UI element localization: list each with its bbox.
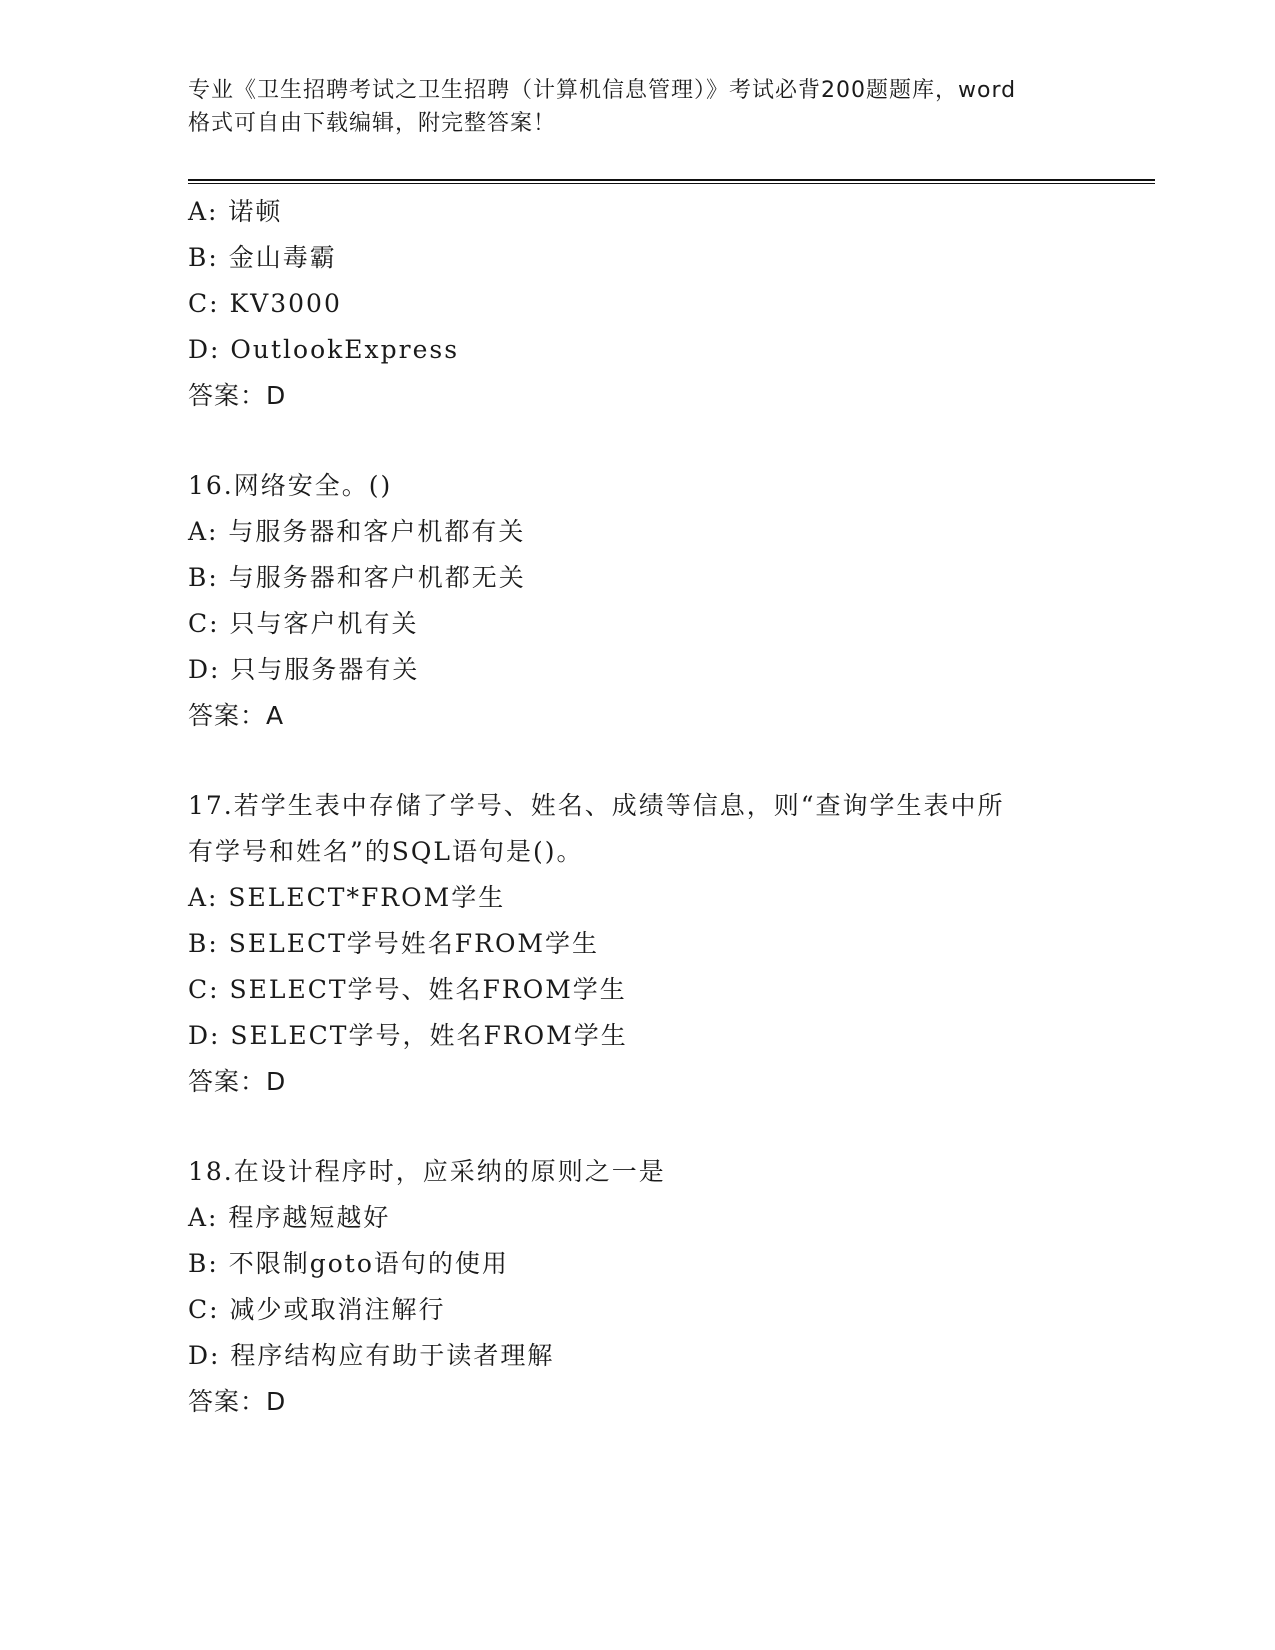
question-15 <box>188 189 1118 419</box>
option-c: C: 只与客户机有关 <box>188 609 419 638</box>
header-line-2: 格式可自由下载编辑，附完整答案！ <box>188 111 557 136</box>
answer-label: 答案：D <box>188 381 287 410</box>
spacer <box>188 739 1118 783</box>
option-d: D: 程序结构应有助于读者理解 <box>188 1341 555 1370</box>
question-18 <box>188 1149 1118 1425</box>
question-stem-line-2: 有学号和姓名”的SQL语句是()。 <box>188 837 584 866</box>
spacer <box>188 419 1118 463</box>
option-b: B: 与服务器和客户机都无关 <box>188 563 526 592</box>
option-d: D: OutlookExpress <box>188 335 460 364</box>
option-a: A: 程序越短越好 <box>188 1203 391 1232</box>
option-d: D: 只与服务器有关 <box>188 655 420 684</box>
option-d: D: SELECT学号，姓名FROM学生 <box>188 1021 628 1050</box>
option-b: B: 不限制goto语句的使用 <box>188 1249 509 1278</box>
option-b: B: SELECT学号姓名FROM学生 <box>188 929 600 958</box>
document-header <box>188 74 1088 140</box>
option-c: C: KV3000 <box>188 289 342 318</box>
question-list <box>188 189 1118 1425</box>
answer-label: 答案：A <box>188 701 285 730</box>
option-a: A: SELECT*FROM学生 <box>188 883 506 912</box>
question-17 <box>188 783 1118 1105</box>
spacer <box>188 1105 1118 1149</box>
option-c: C: 减少或取消注解行 <box>188 1295 446 1324</box>
option-b: B: 金山毒霸 <box>188 243 337 272</box>
question-16 <box>188 463 1118 739</box>
header-line-1: 专业《卫生招聘考试之卫生招聘（计算机信息管理）》考试必背200题题库，word <box>188 78 1017 103</box>
option-a: A: 诺顿 <box>188 197 283 226</box>
option-a: A: 与服务器和客户机都有关 <box>188 517 526 546</box>
answer-label: 答案：D <box>188 1067 287 1096</box>
question-stem: 16.网络安全。() <box>188 471 393 500</box>
question-stem: 18.在设计程序时，应采纳的原则之一是 <box>188 1157 666 1186</box>
header-divider <box>188 179 1155 184</box>
option-c: C: SELECT学号、姓名FROM学生 <box>188 975 627 1004</box>
answer-label: 答案：D <box>188 1387 287 1416</box>
question-stem-line-1: 17.若学生表中存储了学号、姓名、成绩等信息，则“查询学生表中所 <box>188 791 1005 820</box>
